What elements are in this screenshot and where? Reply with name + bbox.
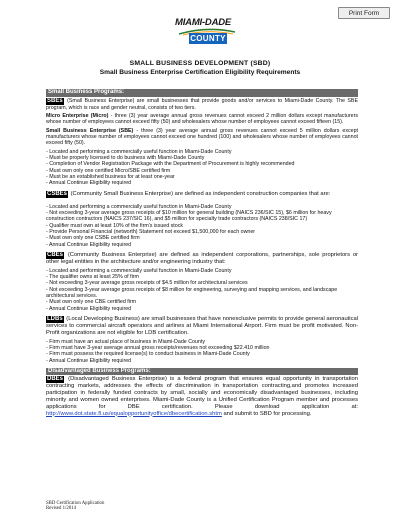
footer-form-name: SBD Certification Application: [46, 501, 105, 506]
logo-county: COUNTY: [190, 34, 226, 43]
footer-revision: Revised 1/2014: [46, 506, 76, 512]
list-item: - Not exceeding 3-year average gross receipts of $8 million for engineering, surveying and mapping services, and landscape architectural services.: [46, 286, 338, 300]
list-item: - Must be properly licensed to do business with Miami-Dade County: [46, 155, 205, 162]
list-item: - Not exceeding 3-year average gross receipts of $4.5 million for architectural services: [46, 280, 248, 287]
sbe-requirements: [46, 149, 358, 187]
content: [46, 89, 358, 420]
sbe-paragraph: Small Business Enterprise (SBE) - three (3) year average annual gross revenues cannot exceed 5 million dollars except manufacturers whose number of employees cannot exceed one hundred (100) and wholesalers whose number of employees cannot exceed fifty (50).: [46, 127, 358, 147]
programs-heading: Small Business Programs:: [46, 89, 358, 97]
list-item: - Annual Continue Eligibility required: [46, 180, 132, 187]
list-item: - Annual Continue Eligibility required: [46, 357, 132, 364]
list-item: - Must own only one CSBE certified firm: [46, 235, 140, 242]
cbe-intro: CBEs (Community Business Enterprise) are defined as independent corporations, partnerships, sole proprietors or other legal entities in the architecture and/or engineering industry that:: [46, 251, 358, 265]
list-item: - Must be an established business for at least one-year: [46, 174, 175, 181]
logo-wordmark: MIAMI-DADE: [175, 17, 232, 28]
list-item: - Not exceeding 3-year average gross receipts of $10 million for general building (NAICS 236/SIC 15), $6 million for heavy construction contractors (NAICS 237/SIC 16), and $5 million for specialty trade contractors (NAICS 238/SIC 17): [46, 210, 332, 223]
cbe-requirements: [46, 268, 358, 312]
list-item: - The qualifier owns at least 25% of firm: [46, 274, 139, 281]
micro-paragraph: Micro Enterprise (Micro) - three (3) year average annual gross revenues cannot exceed 2 million dollars except manufacturers whose number of employees cannot exceed fifty (50) and wholesalers whose number of employees cannot exceed fifteen (15).: [46, 112, 358, 126]
list-item: - Firm must have an actual place of business in Miami-Dade County: [46, 338, 205, 345]
list-item: - Provide Personal Financial (networth) Statement not exceed $1,500,000 for each owner: [46, 229, 256, 235]
miami-dade-logo: [175, 16, 239, 46]
print-form-button[interactable]: Print Form: [338, 7, 390, 19]
list-item: - Completion of Vendor Registration Package with the Department of Procurement is highly recommended: [46, 161, 295, 168]
ldb-requirements: [46, 339, 358, 364]
list-item: - Firm must have 3-year average annual gross receipts/revenues not exceeding $22.410 million: [46, 345, 270, 352]
sbe-tag: SBEs: [47, 97, 63, 104]
list-item: - Annual Continue Eligibility required: [46, 241, 132, 248]
csbe-requirements: [46, 204, 358, 248]
list-item: - Located and performing a commercially useful function in Miami-Dade County: [46, 267, 232, 274]
sbe-intro: SBEs (Small Business Enterprise) are small businesses that provide goods and/or services to Miami-Dade County. The SBE program, which is race and gender neutral, consists of two tiers.: [46, 97, 358, 111]
ldb-intro: LDBs (Local Developing Business) are small businesses that have nonexclusive permits to provide general aeronautical services to commercial aircraft operators and airlines at Miami International Airport. Firm must be profit motivated. Non-Profit organizations are not eligible for LDB certification.: [46, 315, 358, 336]
list-item: - Must own only one CBE certified firm: [46, 299, 137, 306]
disadvantaged-heading: Disadvantaged Business Programs:: [46, 368, 358, 376]
csbe-tag: CSBEs: [47, 190, 68, 197]
list-item: - Firm must possess the required license(s) to conduct business in Miami-Dade County: [46, 351, 250, 358]
dbe-application-link[interactable]: http://www.dot.state.fl.us/equalopportunityoffice/dbecertification.shtm: [46, 410, 222, 417]
page-subtitle: Small Business Enterprise Certification Eligibility Requirements: [99, 69, 301, 76]
list-item: - Located and performing a commercially useful function in Miami-Dade County: [46, 203, 232, 210]
dbe-tag: DBEs: [47, 376, 64, 383]
dbe-paragraph: DBEs (Disadvantaged Business Enterprise) is a federal program that ensures equal opportunity in transportation contracting markets, addresses the effects of discrimination in transportation contracting,and promotes increased participation in federally funded contracts by small, socially and economically disadvantaged businesses, including minority and women owned enterprises. Miami-Dade County is a Unified Certification Program member and processes applications for DBE certification. Please download application at: http://www.dot.state.fl.us/equalopportunityoffice/dbecertification.shtm and submit to SBD for processing.: [46, 376, 358, 417]
ldb-tag: LDBs: [47, 315, 63, 322]
list-item: - Must own only one certified Micro/SBE certified firm: [46, 167, 171, 174]
footer: [46, 501, 104, 512]
list-item: - Qualifier must own at least 10% of the firm's issued stock: [46, 222, 184, 229]
list-item: - Located and performing a commercially useful function in Miami-Dade County: [46, 148, 232, 155]
cbe-tag: CBEs: [47, 251, 64, 258]
page-title: SMALL BUSINESS DEVELOPMENT (SBD): [129, 60, 271, 67]
csbe-intro: CSBEs (Community Small Business Enterprise) are defined as independent construction companies that are:: [47, 190, 331, 197]
list-item: - Annual Continue Eligibility required: [46, 305, 132, 312]
